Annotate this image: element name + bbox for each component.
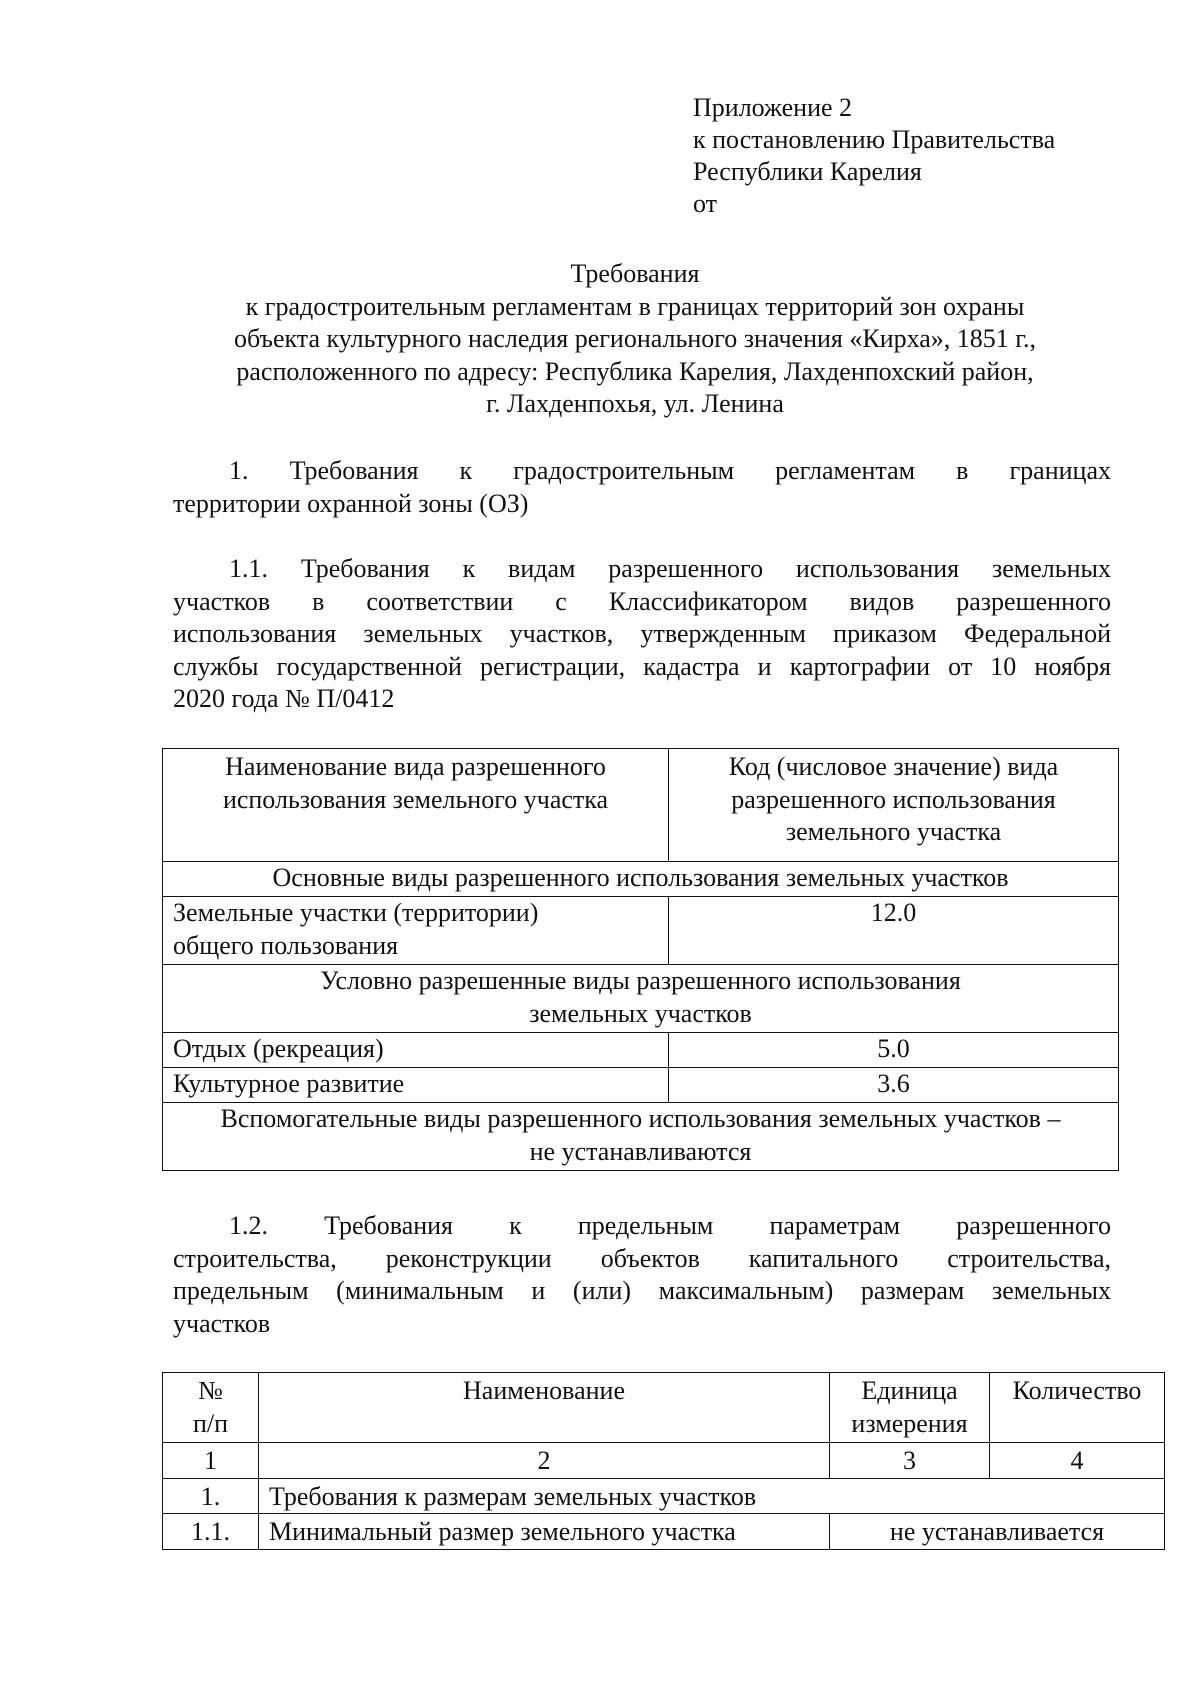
paragraph-line: 2020 года № П/0412 — [173, 684, 395, 713]
table-header-row — [163, 749, 1119, 862]
table-row — [163, 897, 1119, 965]
paragraph-line: 1. Требования к градостроительным регламентам в границах — [229, 456, 1111, 485]
land-use-code-cell: 3.6 — [669, 1068, 1119, 1103]
header-number-line: № — [198, 1376, 223, 1405]
land-use-name-cell: Земельные участки (территории) общего пользования — [163, 897, 669, 965]
column-number-cell: 3 — [830, 1443, 990, 1479]
column-number-row — [163, 1443, 1165, 1479]
annex-line: к постановлению Правительства — [693, 125, 1056, 154]
header-cell-unit — [830, 1373, 990, 1443]
land-use-code-cell: 5.0 — [669, 1033, 1119, 1068]
group-aux-line: не устанавливаются — [529, 1136, 752, 1166]
annex-line: от — [693, 189, 718, 218]
header-number-line: п/п — [192, 1408, 229, 1438]
row-number-cell: 1.1. — [163, 1514, 259, 1550]
paragraph-line: службы государственной регистрации, кадастра и картографии от 10 ноября — [173, 651, 1111, 681]
header-cell-name: Наименование вида разрешенного использования земельного участка — [163, 749, 669, 862]
paragraph-line: строительства, реконструкции объектов капитального строительства, — [173, 1243, 1111, 1273]
header-cell-name: Наименование — [259, 1373, 830, 1443]
title-line: объекта культурного наследия регионального значения «Кирха», 1851 г., — [233, 324, 1037, 353]
section-1-1-paragraph — [173, 553, 1111, 716]
paragraph-line: использования земельных участков, утвержденным приказом Федеральной — [173, 619, 1111, 648]
title-line: к градостроительным регламентам в границах территорий зон охраны — [245, 291, 1025, 321]
parameters-table — [162, 1372, 1165, 1550]
table-row — [163, 1478, 1165, 1514]
document-title — [130, 258, 1140, 421]
title-line: Требования — [570, 259, 700, 288]
annex-line: Приложение 2 — [693, 93, 853, 122]
paragraph-line: 1.1. Требования к видам разрешенного использования земельных — [229, 554, 1111, 583]
paragraph-line: 1.2. Требования к предельным параметрам разрешенного — [229, 1211, 1111, 1240]
land-use-table — [162, 748, 1119, 1171]
section-1-2-paragraph — [173, 1210, 1111, 1340]
header-cell-number — [163, 1373, 259, 1443]
group-aux-label — [163, 1103, 1119, 1171]
paragraph-line: территории охранной зоны (ОЗ) — [173, 488, 529, 518]
annex-line: Республики Карелия — [693, 157, 922, 186]
header-unit-line: измерения — [851, 1408, 968, 1438]
group-aux-line: Вспомогательные виды разрешенного использования земельных участков – — [220, 1104, 1061, 1133]
table-header-row — [163, 1373, 1165, 1443]
header-unit-line: Единица — [861, 1376, 958, 1405]
table-row — [163, 1068, 1119, 1103]
land-use-name-cell: Культурное развитие — [163, 1068, 669, 1103]
row-name-cell: Требования к размерам земельных участков — [259, 1478, 1165, 1514]
group-main-label: Основные виды разрешенного использования земельных участков — [163, 862, 1119, 897]
group-conditional-line: земельных участков — [529, 998, 752, 1028]
column-number-cell: 4 — [990, 1443, 1165, 1479]
land-use-code-cell: 12.0 — [669, 897, 1119, 965]
title-line: г. Лахденпохья, ул. Ленина — [486, 389, 784, 418]
header-cell-code: Код (числовое значение) вида разрешенного использования земельного участка — [669, 749, 1119, 862]
row-name-cell: Минимальный размер земельного участка — [259, 1514, 830, 1550]
annex-header — [693, 92, 1055, 220]
row-number-cell: 1. — [163, 1478, 259, 1514]
row-value-cell: не устанавливается — [830, 1514, 1165, 1550]
group-conditional-line: Условно разрешенные виды разрешенного использования — [320, 966, 961, 995]
paragraph-line: участков в соответствии с Классификатором видов разрешенного — [173, 586, 1111, 616]
group-row — [163, 862, 1119, 897]
title-line: расположенного по адресу: Республика Карелия, Лахденпохский район, — [236, 356, 1034, 386]
paragraph-line: предельным (минимальным и (или) максимальным) размерам земельных — [173, 1276, 1111, 1305]
section-1-paragraph — [173, 455, 1111, 520]
group-row — [163, 965, 1119, 1033]
group-row — [163, 1103, 1119, 1171]
header-cell-quantity: Количество — [990, 1373, 1165, 1443]
column-number-cell: 2 — [259, 1443, 830, 1479]
table-row — [163, 1514, 1165, 1550]
paragraph-line: участков — [173, 1308, 271, 1338]
group-conditional-label — [163, 965, 1119, 1033]
land-use-name-cell: Отдых (рекреация) — [163, 1033, 669, 1068]
table-row — [163, 1033, 1119, 1068]
column-number-cell: 1 — [163, 1443, 259, 1479]
